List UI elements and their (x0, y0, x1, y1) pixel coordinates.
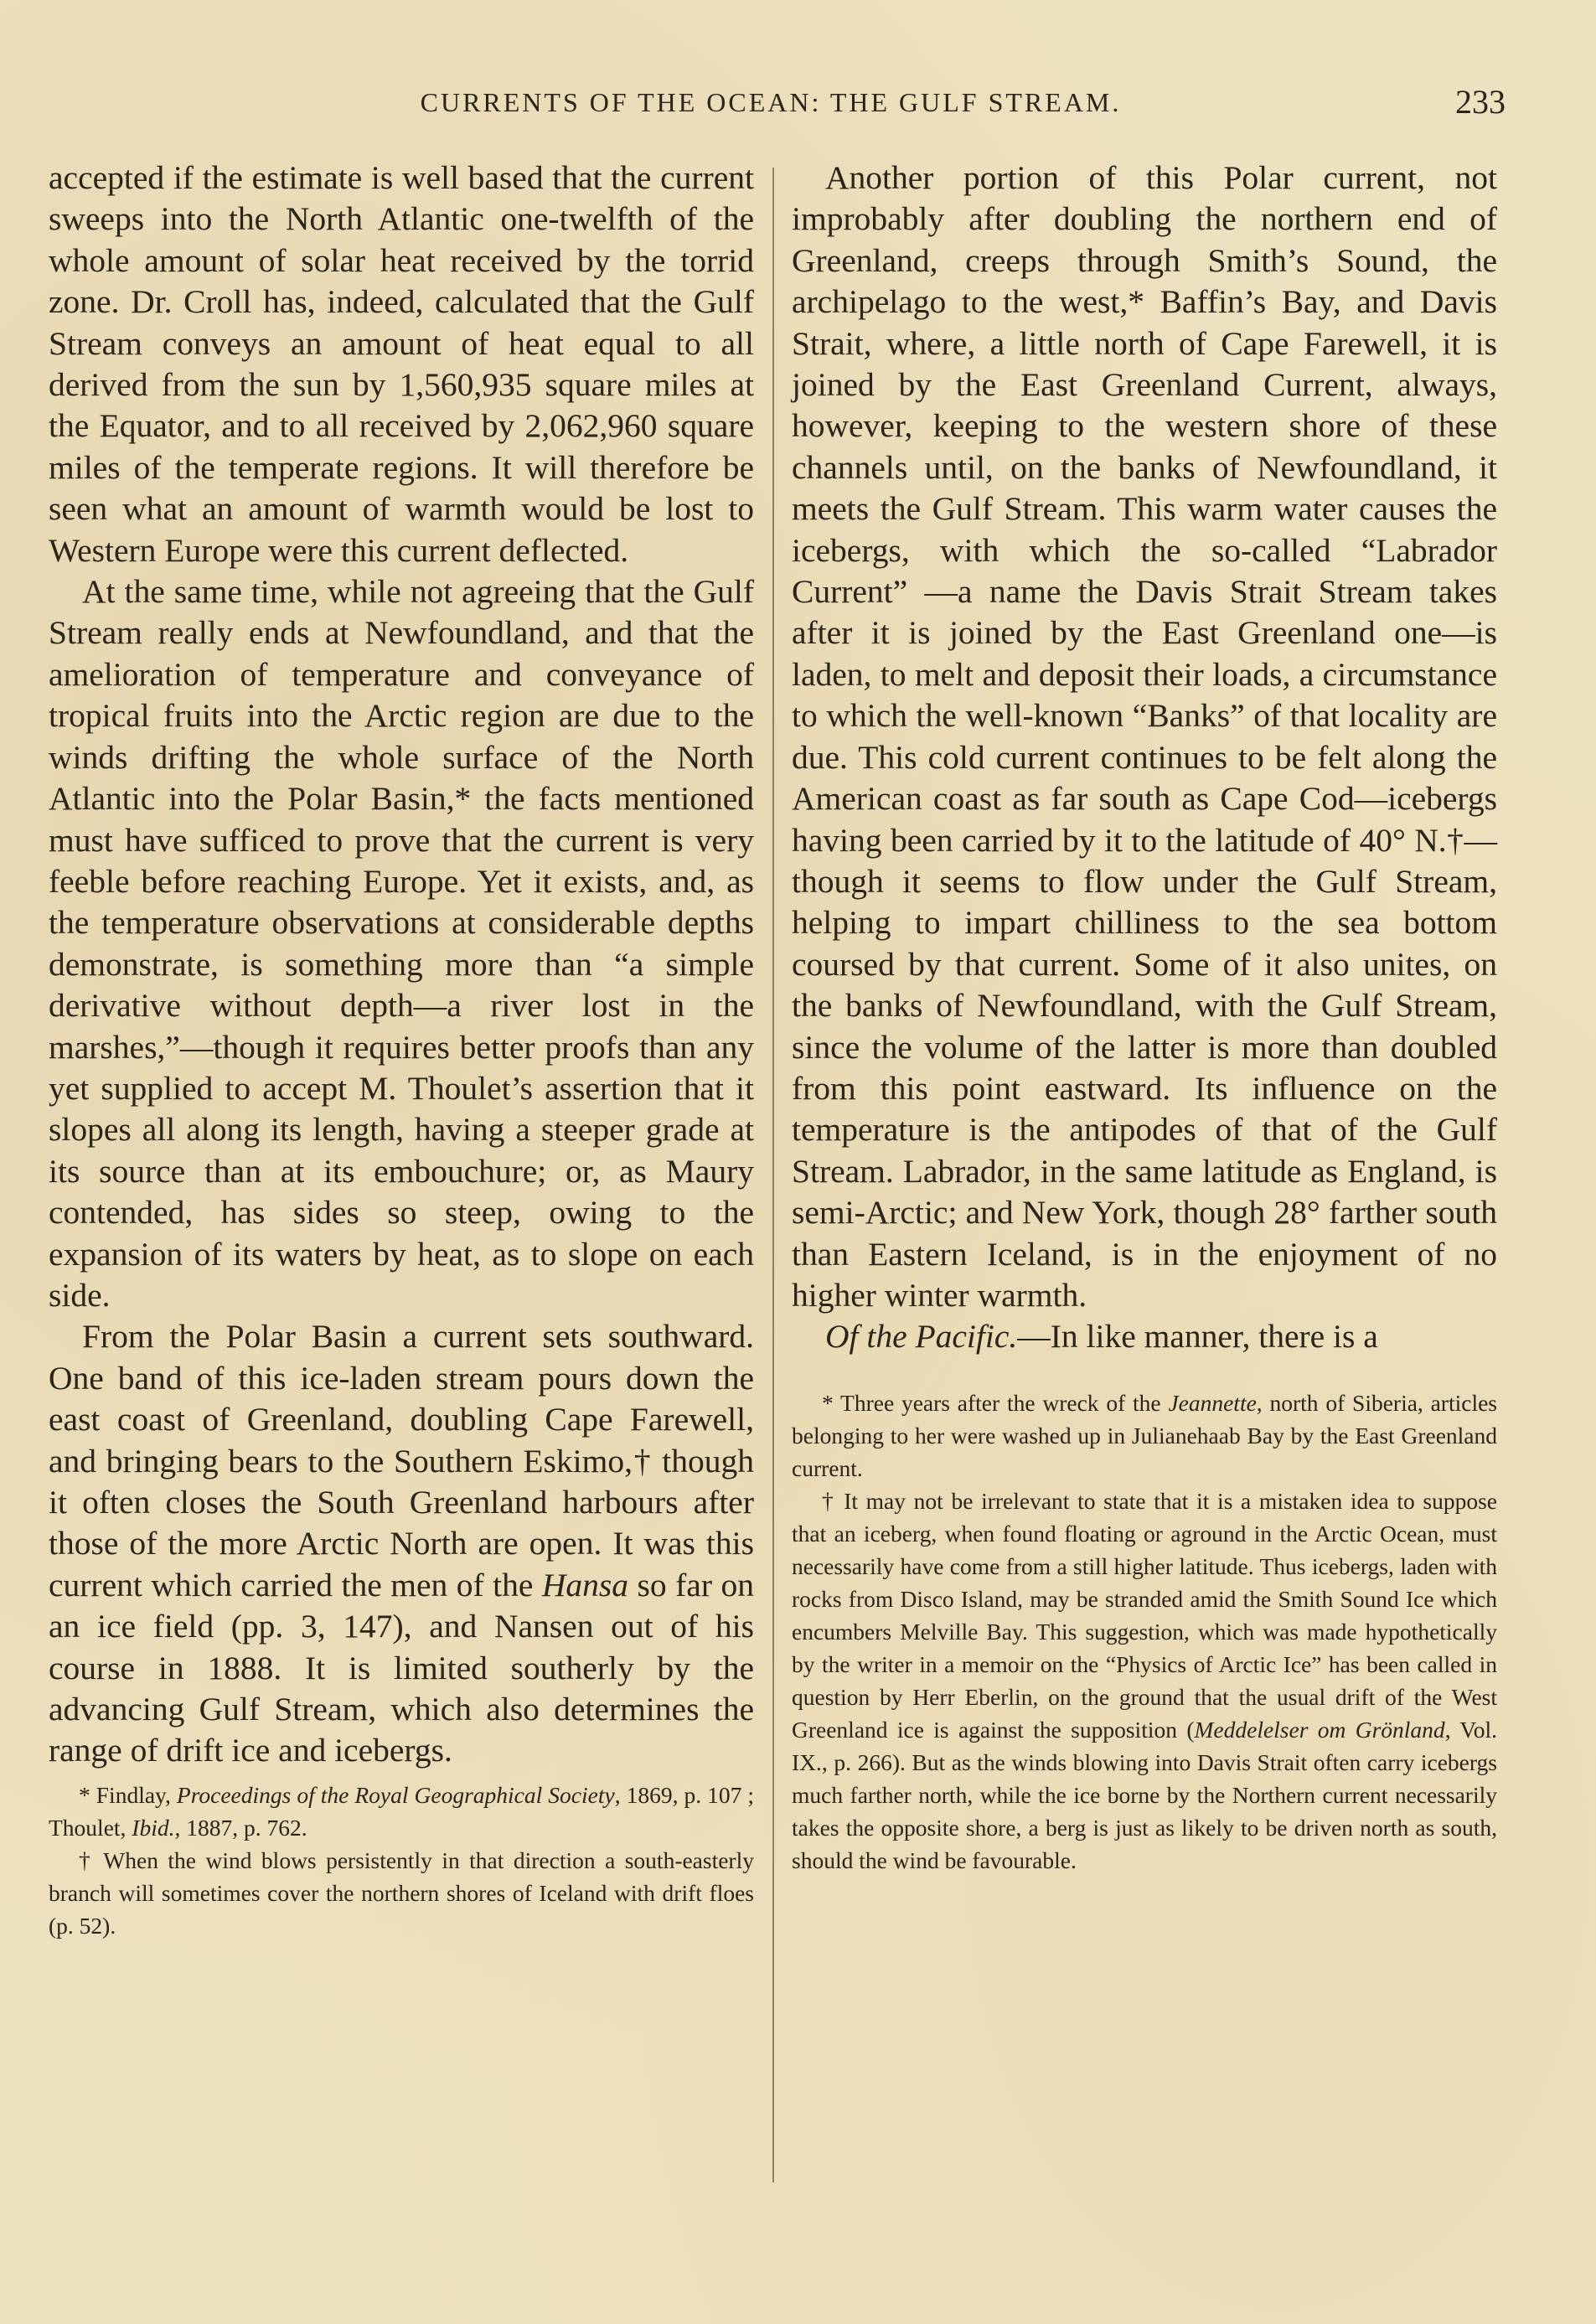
footnote (792, 1387, 1497, 1485)
text-span: , north of Siberia, articles belonging to her were washed up in Julianehaab Bay by the East Greenland current. (792, 1389, 1497, 1481)
ship-name: Hansa (541, 1566, 629, 1604)
paragraph: Another portion of this Polar current, not improbably after doubling the northern end of Greenland, creeps through Smith’s Sound, the archipelago to the west,* Baffin’s Bay, and Davis Strait, where, a little north of Cape Farewell, it is joined by the East Greenland Current, always, however, keeping to the western shore of these channels until, on the banks of Newfoundland, it meets the Gulf Stream. This warm water causes the icebergs, with which the so-called “Labrador Current” —a name the Davis Strait Stream takes after it is joined by the East Greenland one—is laden, to melt and deposit their loads, a circumstance to which the well-known “Banks” of that locality are due. This cold current continues to be felt along the American coast as far south as Cape Cod—icebergs having been carried by it to the latitude of 40° N.†—though it seems to flow under the Gulf Stream, helping to impart chilliness to the sea bottom coursed by that current. Some of it also unites, on the banks of Newfoundland, with the Gulf Stream, since the volume of the latter is more than doubled from this point eastward. Its influence on the temperature is the antipodes of that of the Gulf Stream. Labrador, in the same latitude as England, is semi-Arctic; and New York, though 28° farther south than Eastern Iceland, is in the enjoyment of no higher winter warmth. (792, 159, 1497, 1314)
paragraph (792, 1316, 1497, 1357)
footnote (792, 1485, 1497, 1877)
text-span: † It may not be irrelevant to state that it is a mistaken idea to suppose that an iceberg, when found floating or aground in the Arctic Ocean, must necessarily have come from a still higher latitude. Thus icebergs, laden with rocks from Disco Island, may be stranded amid the Smith Sound Ice which encumbers Melville Bay. This suggestion, which was made hypothetically by the writer in a memoir on the “Physics of Arctic Ice” has been called in question by Herr Eberlin, on the ground that the usual drift of the West Greenland ice is against the supposition ( (792, 1487, 1497, 1743)
text-span: * Findlay, (79, 1781, 177, 1808)
section-heading: Of the Pacific. (825, 1318, 1018, 1356)
footnote: † When the wind blows persistently in that direction a south-easterly branch will sometimes cover the northern shores of Iceland with drift floes (p. 52). (49, 1846, 754, 1939)
ship-name: Jeannette (1168, 1389, 1257, 1416)
text-span: , Vol. IX., p. 266). But as the winds blowing into Davis Strait often carry icebergs much farther north, while the ice borne by the Northern current necessarily takes the opposite shore, a berg is just as likely to be driven north as south, should the wind be favourable. (792, 1716, 1497, 1873)
text-span: , 1887, p. 762. (174, 1814, 307, 1841)
paragraph: accepted if the estimate is well based that the current sweeps into the North Atlantic one-twelfth of the whole amount of solar heat received by the torrid zone. Dr. Croll has, indeed, calculated that the Gulf Stream conveys an amount of heat equal to all derived from the sun by 1,560,935 square miles at the Equator, and to all received by 2,062,960 square miles of the temperate regions. It will therefore be seen what an amount of warmth would be lost to Western Europe were this current deflected. (49, 159, 754, 569)
running-head (0, 80, 1596, 131)
footnote (49, 1779, 754, 1844)
column-divider (772, 168, 774, 2182)
text-span: From the Polar Basin a current sets southward. One band of this ice-laden stream pours down the east coast of Greenland, doubling Cape Farewell, and bringing bears to the Southern Eskimo,† though it often closes the South Greenland harbours after those of the more Arctic North are open. It was this current which carried the men of the (49, 1318, 754, 1604)
text-span: * Three years after the wreck of the (822, 1389, 1169, 1416)
cited-title: Proceedings of the Royal Geographical Society (176, 1781, 615, 1808)
text-span: so far on an ice field (pp. 3, 147), and Nansen out of his course in 1888. It is limited southerly by the advancing Gulf Stream, which also determines the range of drift ice and icebergs. (49, 1566, 754, 1769)
paragraph (49, 1316, 754, 1771)
cited-ibid: Ibid. (132, 1814, 175, 1841)
page-number: 233 (1455, 83, 1506, 121)
text-span: —In like manner, there is a (1017, 1318, 1378, 1356)
left-column (49, 158, 754, 1942)
cited-title: Meddelelser om Grönland (1194, 1716, 1445, 1743)
text-span: , 1869, p. 107 ; Thoulet, (49, 1781, 754, 1841)
running-title: CURRENTS OF THE OCEAN: THE GULF STREAM. (420, 87, 1122, 117)
paragraph: At the same time, while not agreeing that the Gulf Stream really ends at Newfoundland, and that the amelioration of temperature and conveyance of tropical fruits into the Arctic region are due to the winds drifting the whole surface of the North Atlantic into the Polar Basin,* the facts mentioned must have sufficed to prove that the current is very feeble before reaching Europe. Yet it exists, and, as the temperature observations at considerable depths demonstrate, is something more than “a simple derivative without depth—a river lost in the marshes,”—though it requires better proofs than any yet supplied to accept M. Thoulet’s assertion that it slopes all along its length, having a steeper grade at its source than at its embouchure; or, as Maury contended, has sides so steep, owing to the expansion of its waters by heat, as to slope on each side. (49, 573, 754, 1314)
right-column (792, 158, 1497, 1877)
